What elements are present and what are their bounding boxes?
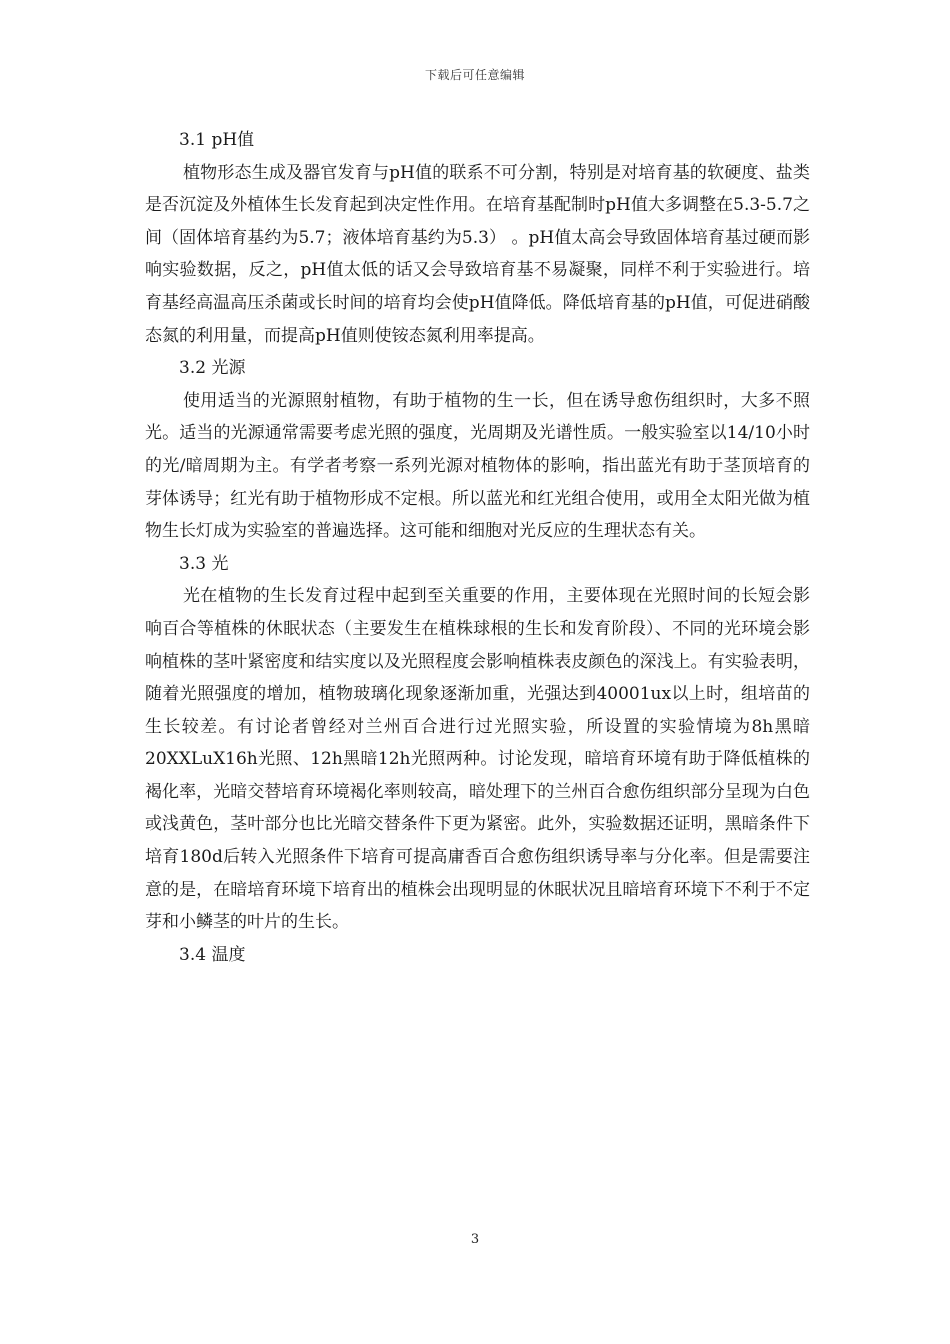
section-heading-light-source: 3.2 光源	[179, 358, 246, 379]
section-paragraph-ph: 植物形态生成及器官发育与pH值的联系不可分割，特别是对培育基的软硬度、盐类是否沉淀及外植体生长发育起到决定性作用。在培育基配制时pH值大多调整在5.3-5.7之间（固体培育基约为5.7；液体培育基约为5.3） 。pH值太高会导致固体培育基过硬而影响实验数据，反之，pH值太低的话又会导致培育基不易凝聚，同样不利于实验进行。培育基经高温高压杀菌或长时间的培育均会使pH值降低。降低培育基的pH值，可促进硝酸态氮的利用量，而提高pH值则使铵态氮利用率提高。	[145, 162, 810, 346]
section-heading-temperature: 3.4 温度	[179, 944, 246, 965]
section-heading-ph: 3.1 pH值	[179, 130, 255, 150]
page-number: 3	[470, 1232, 480, 1247]
section-paragraph-light: 光在植物的生长发育过程中起到至关重要的作用，主要体现在光照时间的长短会影响百合等植株的休眠状态（主要发生在植株球根的生长和发育阶段）、不同的光环境会影响植株的茎叶紧密度和结实度以及光照程度会影响植株表皮颜色的深浅上。有实验表明，随着光照强度的增加，植物玻璃化现象逐渐加重，光强达到40001ux以上时，组培苗的生长较差。有讨论者曾经对兰州百合进行过光照实验，所设置的实验情境为8h黑暗20XXLuX16h光照、12h黑暗12h光照两种。讨论发现，暗培育环境有助于降低植株的褐化率，光暗交替培育环境褐化率则较高，暗处理下的兰州百合愈伤组织部分呈现为白色或浅黄色，茎叶部分也比光暗交替条件下更为紧密。此外，实验数据还证明，黑暗条件下培育180d后转入光照条件下培育可提高庸香百合愈伤组织诱导率与分化率。但是需要注意的是，在暗培育环境下培育出的植株会出现明显的休眠状况且暗培育环境下不利于不定芽和小鳞茎的叶片的生长。	[145, 586, 810, 933]
document-body	[145, 124, 810, 971]
section-heading-light: 3.3 光	[179, 553, 229, 574]
section-paragraph-light-source: 使用适当的光源照射植物，有助于植物的生一长，但在诱导愈伤组织时，大多不照光。适当的光源通常需要考虑光照的强度，光周期及光谱性质。一般实验室以14/10小时的光/暗周期为主。有学者考察一系列光源对植物体的影响，指出蓝光有助于茎顶培育的芽体诱导；红光有助于植物形成不定根。所以蓝光和红光组合使用，或用全太阳光做为植物生长灯成为实验室的普遍选择。这可能和细胞对光反应的生理状态有关。	[145, 390, 810, 542]
page-header: 下载后可任意编辑	[424, 68, 525, 82]
